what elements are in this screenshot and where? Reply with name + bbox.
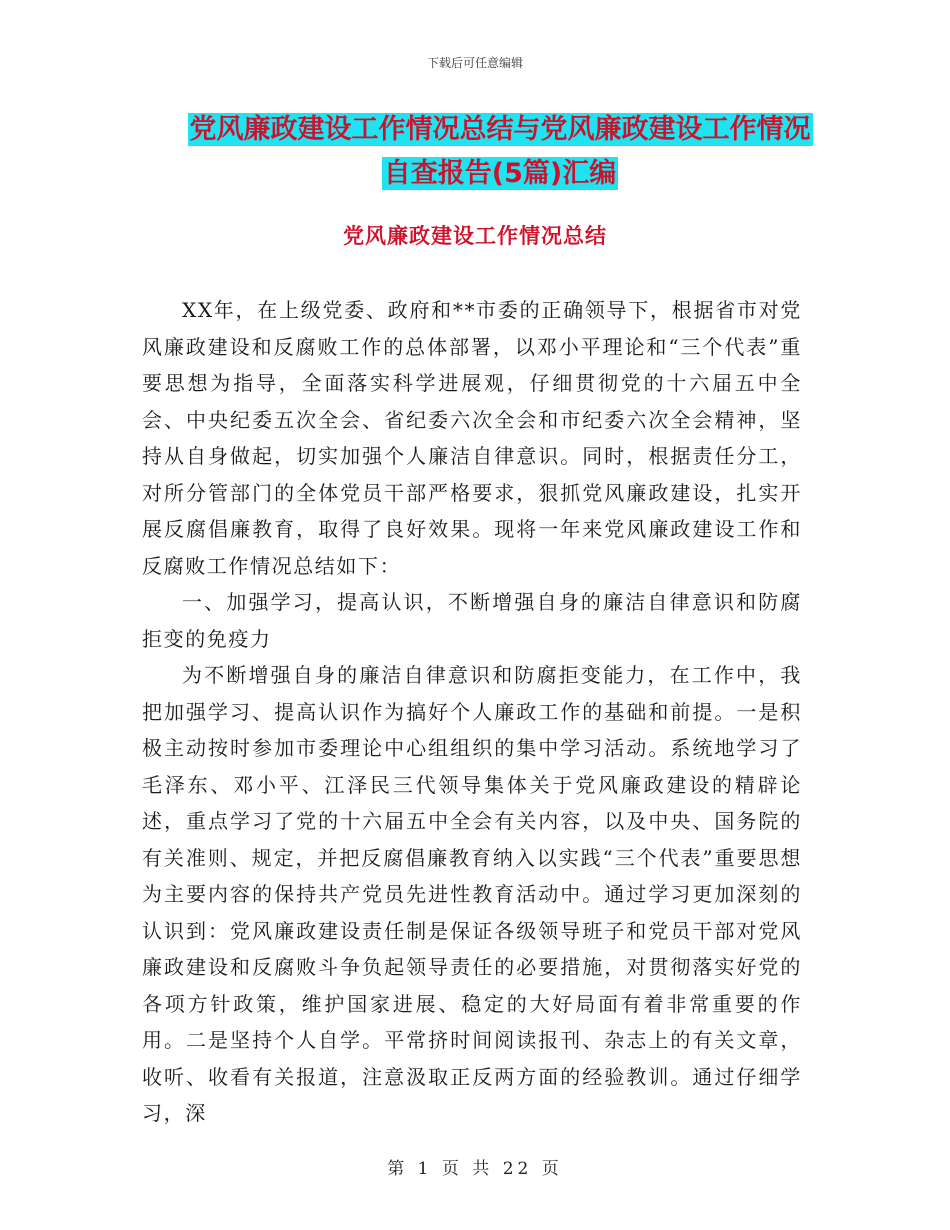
document-title-line-2: 自查报告(5篇)汇编 bbox=[383, 158, 617, 189]
body-paragraph: 为不断增强自身的廉洁自律意识和防腐拒变能力，在工作中，我把加强学习、提高认识作为搞好个人廉政工作的基础和前提。一是积极主动按时参加市委理论中心组组织的集中学习活动。系统地学习了毛泽东、邓小平、江泽民三代领导集体关于党风廉政建设的精辟论述，重点学习了党的十六届五中全会有关内容，以及中央、国务院的有关准则、规定，并把反腐倡廉教育纳入以实践“三个代表”重要思想为主要内容的保持共产党员先进性教育活动中。通过学习更加深刻的认识到：党风廉政建设责任制是保证各级领导班子和党员干部对党风廉政建设和反腐败斗争负起领导责任的必要措施，对贯彻落实好党的各项方针政策，维护国家进展、稳定的大好局面有着非常重要的作用。二是坚持个人自学。平常挤时间阅读报刊、杂志上的有关文章，收听、收看有关报道，注意汲取正反两方面的经验教训。通过仔细学习，深 bbox=[142, 663, 802, 1125]
document-title-line-1: 党风廉政建设工作情况总结与党风廉政建设工作情况 bbox=[189, 114, 811, 145]
section-title: 党风廉政建设工作情况总结 bbox=[343, 224, 607, 248]
page-indicator: 第 1 页 共 22 页 bbox=[387, 1159, 563, 1179]
document-title bbox=[140, 108, 860, 196]
header-note: 下载后可任意编辑 bbox=[426, 56, 523, 70]
body-heading-paragraph: 一、加强学习，提高认识，不断增强自身的廉洁自律意识和防腐拒变的免疫力 bbox=[142, 590, 802, 651]
body-paragraph: XX年，在上级党委、政府和**市委的正确领导下，根据省市对党风廉政建设和反腐败工作的总体部署，以邓小平理论和“三个代表”重要思想为指导，全面落实科学进展观，仔细贯彻党的十六届五中全会、中央纪委五次全会、省纪委六次全会和市纪委六次全会精神，坚持从自身做起，切实加强个人廉洁自律意识。同时，根据责任分工，对所分管部门的全体党员干部严格要求，狠抓党风廉政建设，扎实开展反腐倡廉教育，取得了良好效果。现将一年来党风廉政建设工作和反腐败工作情况总结如下： bbox=[142, 298, 802, 578]
document-body bbox=[142, 292, 802, 1132]
